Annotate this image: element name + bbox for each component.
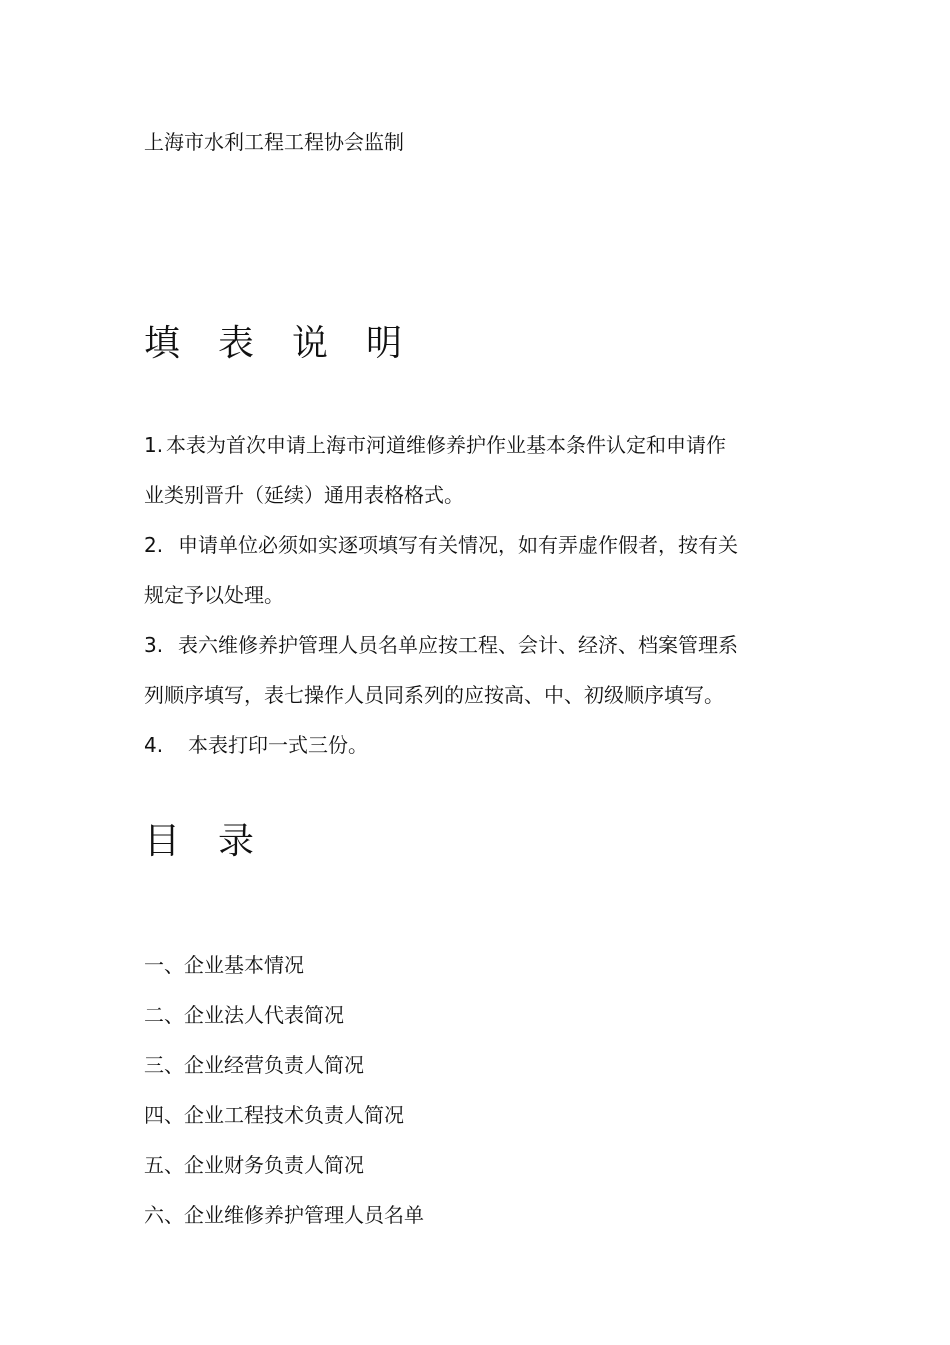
item-number: 4.	[144, 733, 164, 757]
instruction-item-2	[144, 520, 784, 570]
heading-char: 录	[218, 821, 255, 862]
toc-item: 六、企业维修养护管理人员名单	[144, 1203, 424, 1227]
toc-item: 五、企业财务负责人简况	[144, 1153, 364, 1177]
item-text: 本表打印一式三份。	[188, 733, 368, 757]
item-text: 表六维修养护管理人员名单应按工程、会计、经济、档案管理系	[178, 633, 738, 657]
toc-item: 三、企业经营负责人简况	[144, 1053, 364, 1077]
supervisor-text: 上海市水利工程工程协会监制	[144, 130, 404, 154]
item-number: 2.	[144, 533, 164, 557]
item-text: 规定予以处理。	[144, 583, 284, 607]
instruction-item-1	[144, 420, 784, 470]
toc-heading	[144, 820, 292, 864]
heading-char: 表	[218, 323, 255, 364]
table-of-contents	[144, 940, 424, 1240]
toc-item: 二、企业法人代表简况	[144, 1003, 344, 1027]
instruction-item-4	[144, 720, 784, 770]
instructions-list	[144, 420, 784, 770]
item-text: 列顺序填写，表七操作人员同系列的应按高、中、初级顺序填写。	[144, 683, 724, 707]
toc-item: 四、企业工程技术负责人简况	[144, 1103, 404, 1127]
heading-char: 目	[144, 821, 181, 862]
instruction-item-3	[144, 620, 784, 670]
item-text: 申请单位必须如实逐项填写有关情况，如有弄虚作假者，按有关	[178, 533, 738, 557]
toc-item: 一、企业基本情况	[144, 953, 304, 977]
heading-char: 说	[292, 323, 329, 364]
item-number: 3.	[144, 633, 164, 657]
instructions-heading	[144, 322, 440, 366]
item-text: 业类别晋升（延续）通用表格格式。	[144, 483, 464, 507]
instruction-item-1-cont	[144, 470, 784, 520]
instruction-item-3-cont	[144, 670, 784, 720]
item-text: 本表为首次申请上海市河道维修养护作业基本条件认定和申请作	[166, 433, 726, 457]
item-number: 1.	[144, 433, 164, 457]
heading-char: 填	[144, 323, 181, 364]
instruction-item-2-cont	[144, 570, 784, 620]
heading-char: 明	[366, 323, 403, 364]
